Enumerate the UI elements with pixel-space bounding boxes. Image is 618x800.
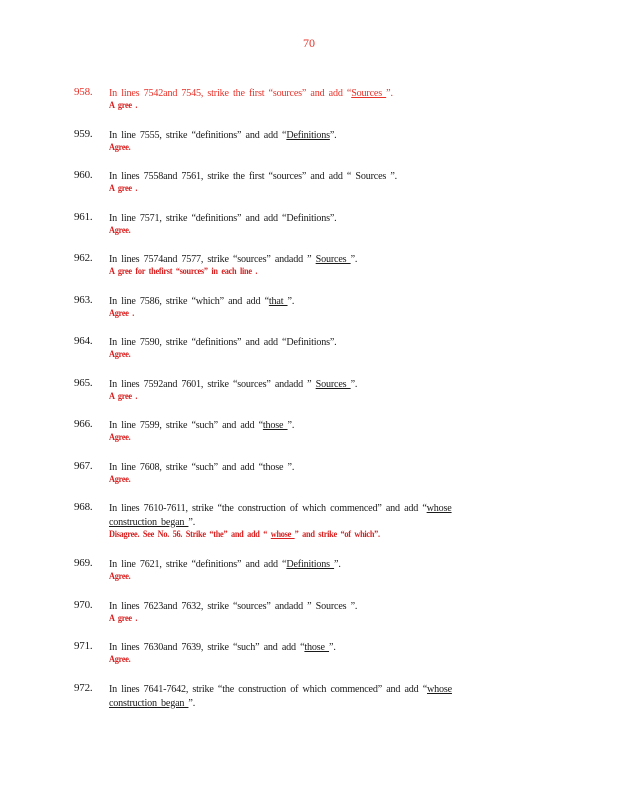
instruction-text: ”. [350,253,358,265]
instruction-text: In line 7599, strike “such” and add “ [109,419,263,431]
amendment-body [109,418,477,443]
instruction-underlined-text: Definitions [286,128,330,141]
amendment-entry [0,128,618,170]
instruction-text: In lines 7610-7611, strike “the construction of which commenced” and add “ [109,502,427,514]
amendment-number: 960. [74,169,93,181]
instruction-underlined-text: that [268,294,288,307]
amendment-body [109,252,477,277]
response-text: ” and strike “of which”. [294,529,380,539]
instruction-text: In lines 7574and 7577, strike “sources” andadd ” [109,253,316,265]
instruction-text: In line 7555, strike “definitions” and add “ [109,128,287,141]
amendment-instruction [109,169,477,183]
amendment-number: 964. [74,335,93,347]
instruction-text: ”. [287,419,295,431]
instruction-underlined-text: those [304,641,330,653]
instruction-text: ”. [386,87,393,99]
amendment-instruction [109,377,477,391]
amendment-response: A gree . [109,183,138,193]
instruction-text: ”. [287,294,295,307]
amendment-body [109,169,477,194]
amendment-body [109,501,477,540]
amendment-number: 965. [74,376,93,389]
amendment-body [109,599,477,624]
amendment-body [109,211,477,236]
amendment-number: 969. [74,557,93,569]
instruction-text: ”. [188,516,196,528]
amendment-number: 959. [74,127,93,140]
instruction-underlined-text: construction began [109,696,189,709]
instruction-text: In lines 7542and 7545, strike the first “sources” and add “ [109,87,352,99]
instruction-underlined-text: whose [427,682,452,695]
amendment-body [109,335,477,360]
instruction-text: In line 7590, strike “definitions” and add “Definitions”. [109,336,337,348]
amendment-instruction [109,557,477,571]
amendment-instruction [109,682,477,710]
amendment-response: Agree. [109,349,131,359]
amendment-number: 970. [74,598,93,611]
amendment-number: 966. [74,418,93,430]
instruction-underlined-text: construction began [109,516,189,528]
instruction-underlined-text: Sources [315,377,351,390]
amendment-entry [0,294,618,336]
amendment-body [109,294,477,319]
instruction-text: ”. [350,377,358,390]
amendment-number: 963. [74,293,93,306]
instruction-text: ”. [188,696,196,709]
amendment-number: 971. [74,640,93,652]
amendment-instruction [109,460,477,474]
amendment-instruction [109,418,477,432]
amendment-number: 968. [74,501,93,513]
amendment-entry [0,252,618,294]
amendment-instruction [109,128,477,142]
amendment-response: Agree. [109,432,131,442]
amendment-entry [0,169,618,211]
amendment-number: 961. [74,210,93,223]
instruction-underlined-text: those [262,419,288,431]
amendment-number: 972. [74,681,93,694]
amendment-body [109,557,477,582]
instruction-text: In lines 7592and 7601, strike “sources” andadd ” [109,377,316,390]
amendment-number: 958. [74,86,93,98]
amendment-body [109,460,477,485]
amendment-entry [0,557,618,599]
instruction-underlined-text: whose [426,502,452,514]
response-text: Disagree. See No. 56. Strike “the” and add “ [109,529,271,539]
amendment-instruction [109,501,477,529]
amendment-entry [0,599,618,641]
amendment-body [109,640,477,665]
instruction-text: In line 7621, strike “definitions” and add “ [109,558,287,570]
amendment-entry [0,640,618,682]
amendment-response: Agree . [109,307,135,318]
instruction-text: In lines 7623and 7632, strike “sources” andadd ” Sources ”. [109,599,358,612]
page-number: 70 [303,36,315,50]
amendment-entry [0,377,618,419]
amendment-number: 967. [74,459,93,472]
amendment-entry [0,335,618,377]
amendment-body [109,377,477,402]
instruction-text: ”. [329,128,337,141]
amendment-response: Agree. [109,654,131,664]
instruction-text: In lines 7630and 7639, strike “such” and add “ [109,641,305,653]
amendment-response: A gree . [109,612,138,623]
amendment-entry [0,211,618,253]
amendment-response [109,529,477,540]
instruction-underlined-text: Definitions [286,558,335,570]
instruction-text: In line 7586, strike “which” and add “ [109,294,269,307]
amendment-number: 962. [74,252,93,264]
amendment-instruction [109,335,477,349]
instruction-text: In line 7571, strike “definitions” and add “Definitions”. [109,211,337,224]
amendment-instruction [109,599,477,613]
amendment-entry [0,501,618,557]
amendment-response: A gree for thefirst “sources” in each line . [109,266,258,276]
amendment-entry [0,418,618,460]
instruction-underlined-text: Sources [315,253,351,265]
amendment-entry [0,86,618,128]
amendment-instruction [109,86,477,100]
amendment-response: A gree . [109,390,138,401]
amendment-response: Agree. [109,571,131,581]
amendment-body [109,86,477,111]
instruction-underlined-text: Sources [351,87,387,99]
amendment-body [109,682,477,710]
amendment-body [109,128,477,153]
amendment-entry [0,682,618,738]
amendment-instruction [109,294,477,308]
amendment-response: A gree . [109,100,138,110]
instruction-text: In lines 7641-7642, strike “the construction of which commenced” and add “ [109,682,428,695]
amendment-response: Agree. [109,224,131,235]
instruction-text: ”. [329,641,336,653]
amendment-instruction [109,252,477,266]
instruction-text: In line 7608, strike “such” and add “those ”. [109,460,295,473]
amendment-list [0,86,618,738]
amendment-instruction [109,211,477,225]
amendment-entry [0,460,618,502]
amendment-response: Agree. [109,141,131,152]
amendment-instruction [109,640,477,654]
instruction-text: ”. [334,558,341,570]
amendment-response: Agree. [109,473,131,484]
response-underlined-text: whose [270,529,295,539]
instruction-text: In lines 7558and 7561, strike the first “sources” and add “ Sources ”. [109,170,397,182]
